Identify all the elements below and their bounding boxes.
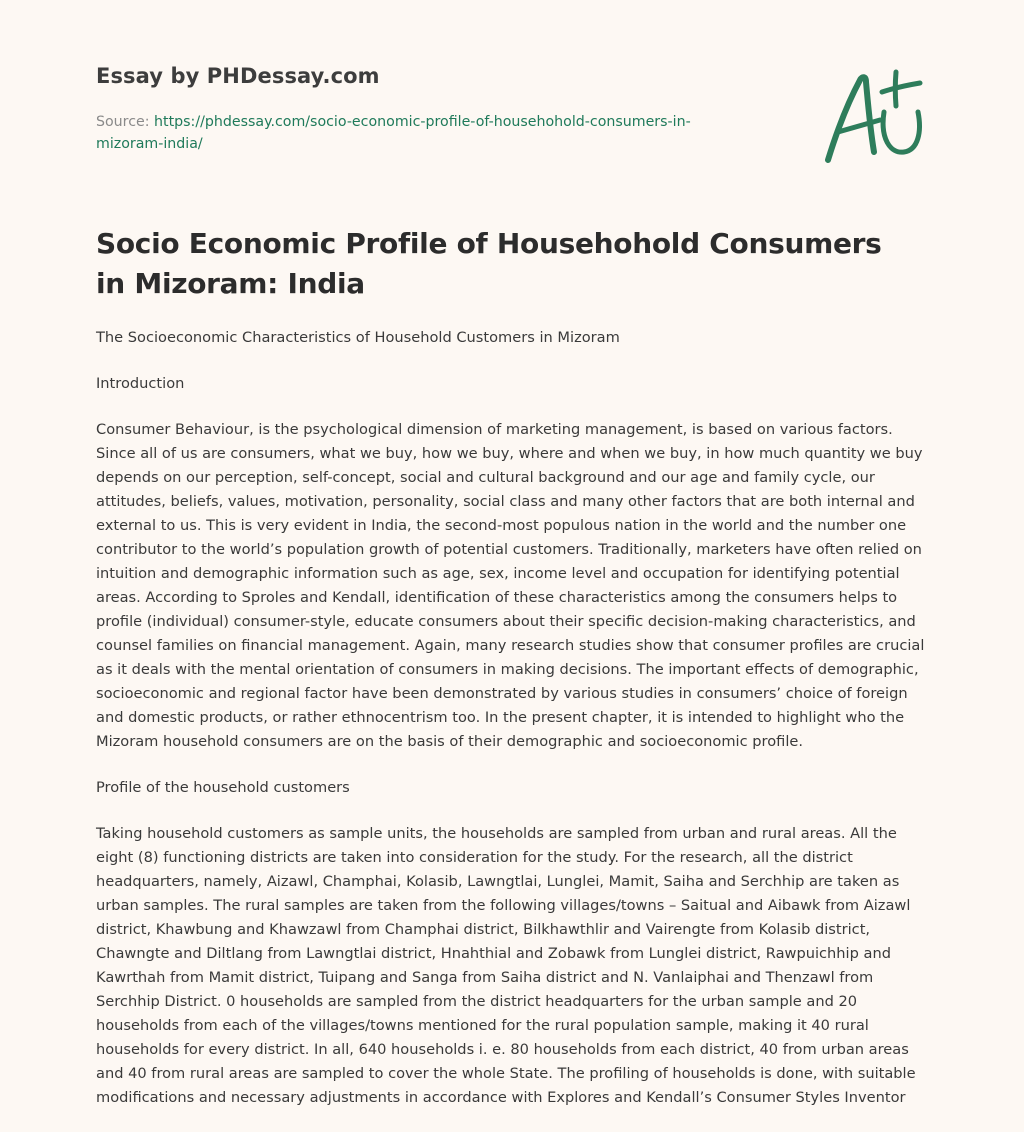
profile-heading: Profile of the household customers: [96, 779, 350, 796]
essay-subtitle: The Socioeconomic Characteristics of Household Customers in Mizoram: [96, 329, 620, 346]
logo-a-left-stroke: [828, 77, 874, 160]
site-brand: Essay by PHDessay.com: [96, 64, 380, 88]
source-line: [96, 111, 756, 155]
introduction-heading: Introduction: [96, 375, 185, 392]
essay-title: Socio Economic Profile of Househohold Consumers in Mizoram: India: [96, 227, 882, 300]
essay-body: [96, 326, 928, 1132]
profile-paragraph: Taking household customers as sample units, the households are sampled from urban and rural areas. All the eight (8) functioning districts are taken into consideration for the study. For the research, all the district headquarters, namely, Aizawl, Champhai, Kolasib, Lawngtlai, Lunglei, Mamit, Saiha and Serchhip are taken as urban samples. The rural samples are taken from the following villages/towns – Saitual and Aibawk from Aizawl district, Khawbung and Khawzawl from Champhai district, Bilkhawthlir and Vairengte from Kolasib district, Chawngte and Diltlang from Lawngtlai district, Hnahthial and Zobawk from Lunglei district, Rawpuichhip and Kawrthah from Mamit district, Tuipang and Sanga from Saiha district and N. Vanlaiphai and Thenzawl from Serchhip District. 0 households are sampled from the district headquarters for the urban sample and 20 households from each of the villages/towns mentioned for the rural population sample, making it 40 rural households for every district. In all, 640 households i. e. 80 households from each district, 40 from urban areas and 40 from rural areas are sampled to cover the whole State. The profiling of households is done, with suitable modifications and necessary adjustments in accordance with Explores and Kendall’s Consumer Styles Inventor: [96, 825, 916, 1106]
introduction-paragraph: Consumer Behaviour, is the psychological dimension of marketing management, is based on various factors. Since all of us are consumers, what we buy, how we buy, where and when we buy, in how much quantity we buy depends on our perception, self-concept, social and cultural background and our age and family cycle, our attitudes, beliefs, values, motivation, personality, social class and many other factors that are both internal and external to us. This is very evident in India, the second-most populous nation in the world and the number one contributor to the world’s population growth of potential customers. Traditionally, marketers have often relied on intuition and demographic information such as age, sex, income level and occupation for identifying potential areas. According to Sproles and Kendall, identification of these characteristics among the consumers helps to profile (individual) consumer-style, educate consumers about their specific decision-making characteristics, and counsel families on financial management. Again, many research studies show that consumer profiles are crucial as it deals with the mental orientation of consumers in making decisions. The important effects of demographic, socioeconomic and regional factor have been demonstrated by various studies in consumers’ choice of foreign and domestic products, or rather ethnocentrism too. In the present chapter, it is intended to highlight who the Mizoram household consumers are on the basis of their demographic and socioeconomic profile.: [96, 421, 925, 750]
source-link[interactable]: https://phdessay.com/socio-economic-profile-of-househohold-consumers-in-mizoram-india/: [96, 114, 691, 152]
logo-plus-horizontal: [882, 83, 920, 92]
source-label: Source:: [96, 114, 150, 130]
a-plus-logo-icon: [822, 68, 926, 164]
logo-smile-curve: [883, 112, 919, 152]
